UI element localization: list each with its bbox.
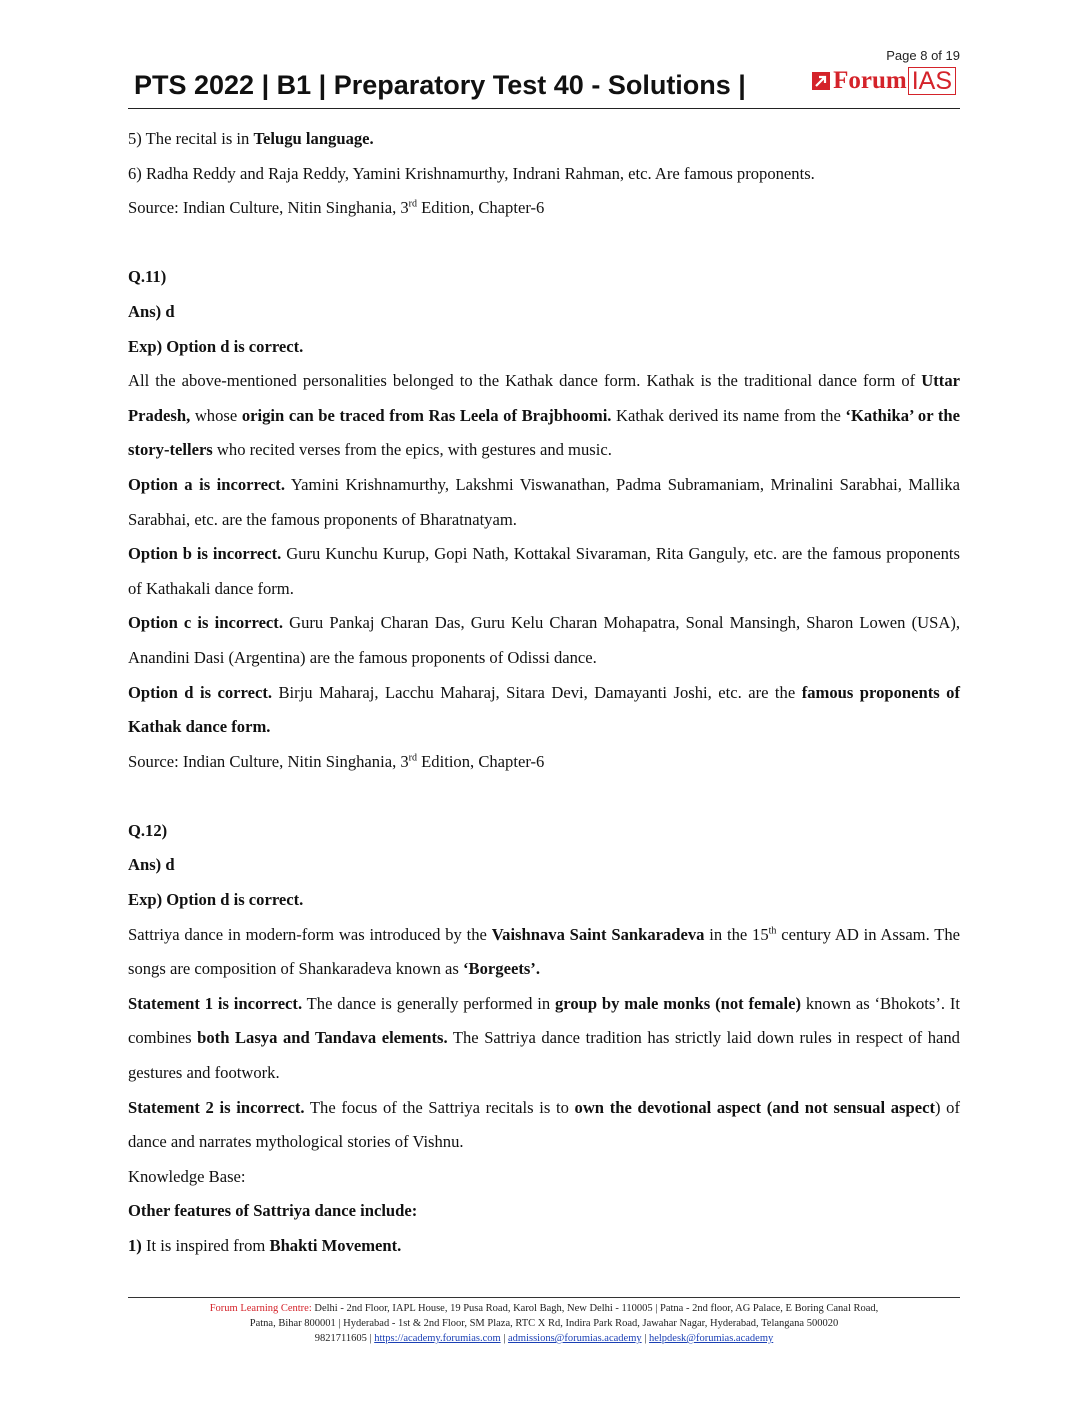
option-explanation: Option c is incorrect. Guru Pankaj Charan Das, Guru Kelu Charan Mohapatra, Sonal Mansingh, Sharon Lowen (USA), Anandini Dasi (Argentina) are the famous proponents of Odissi dance. — [128, 613, 960, 667]
question-number: Q.12) — [128, 820, 168, 840]
page-header — [128, 64, 960, 109]
statement-explanation: Statement 2 is incorrect. The focus of the Sattriya recitals is to own the devotional aspect (and not sensual aspect) of dance and narrates mythological stories of Vishnu. — [128, 1097, 960, 1152]
footer-address-line: Patna, Bihar 800001 | Hyderabad - 1st & 2nd Floor, SM Plaza, RTC X Rd, Indira Park Road, Jawahar Nagar, Hyderabad, Telangana 500020 — [249, 1318, 839, 1329]
answer-line: Ans) d — [128, 301, 175, 321]
list-item: 5) The recital is in Telugu language. — [128, 129, 374, 148]
helpdesk-email-link[interactable]: helpdesk@forumias.academy — [648, 1333, 774, 1344]
document-title: PTS 2022 | B1 | Preparatory Test 40 - Solutions | — [134, 70, 746, 100]
footer-contact-line: 9821711605 | https://academy.forumias.com | admissions@forumias.academy | helpdesk@forumias.academy — [314, 1333, 774, 1344]
explanation-paragraph: All the above-mentioned personalities belonged to the Kathak dance form. Kathak is the traditional dance form of Uttar Pradesh, whose origin can be traced from Ras Leela of Brajbhoomi. Kathak derived its name from the ‘Kathika’ or the story-tellers who recited verses from the epics, with gestures and music. — [128, 371, 960, 460]
footer-address-line: Forum Learning Centre: Delhi - 2nd Floor, IAPL House, 19 Pusa Road, Karol Bagh, New Delhi - 110005 | Patna - 2nd floor, AG Palace, E Boring Canal Road, — [209, 1303, 879, 1314]
list-item: 6) Radha Reddy and Raja Reddy, Yamini Krishnamurthy, Indrani Rahman, etc. Are famous proponents. — [128, 163, 815, 183]
option-explanation: Option a is incorrect. Yamini Krishnamurthy, Lakshmi Viswanathan, Padma Subramaniam, Mrinalini Sarabhai, Mallika Sarabhai, etc. are the famous proponents of Bharatnatyam. — [128, 474, 960, 529]
admissions-email-link[interactable]: admissions@forumias.academy — [508, 1333, 642, 1344]
knowledge-base-label: Knowledge Base: — [128, 1166, 246, 1186]
logo-ias-text: IAS — [908, 67, 956, 95]
answer-line: Ans) d — [128, 855, 175, 875]
explanation-heading: Exp) Option d is correct. — [128, 336, 304, 356]
page-number: Page 8 of 19 — [886, 48, 960, 63]
website-link[interactable]: https://academy.forumias.com — [374, 1333, 501, 1344]
explanation-heading: Exp) Option d is correct. — [128, 890, 304, 910]
source-line: Source: Indian Culture, Nitin Singhania, 3rd Edition, Chapter-6 — [128, 198, 545, 218]
logo-forum-text: Forum — [833, 67, 907, 94]
question-number: Q.11) — [128, 267, 167, 287]
statement-explanation: Statement 1 is incorrect. The dance is generally performed in group by male monks (not female) known as ‘Bhokots’. It combines both Lasya and Tandava elements. The Sattriya dance tradition has strictly laid down rules in respect of hand gestures and footwork. — [128, 993, 960, 1083]
option-explanation: Option b is incorrect. Guru Kunchu Kurup, Gopi Nath, Kottakal Sivaraman, Rita Ganguly, etc. are the famous proponents of Kathakali dance form. — [128, 544, 960, 598]
document-body — [128, 122, 960, 1264]
features-heading: Other features of Sattriya dance include: — [128, 1201, 418, 1221]
source-line: Source: Indian Culture, Nitin Singhania, 3rd Edition, Chapter-6 — [128, 751, 545, 771]
option-explanation: Option d is correct. Birju Maharaj, Lacchu Maharaj, Sitara Devi, Damayanti Joshi, etc. are the famous proponents of Kathak dance form. — [128, 682, 961, 737]
list-item: 1) It is inspired from Bhakti Movement. — [128, 1236, 402, 1255]
arrow-icon — [812, 72, 830, 90]
explanation-paragraph: Sattriya dance in modern-form was introduced by the Vaishnava Saint Sankaradeva in the 15th century AD in Assam. The songs are composition of Shankaradeva known as ‘Borgeets’. — [128, 924, 961, 979]
forumias-logo — [812, 66, 956, 96]
page-footer — [128, 1297, 960, 1346]
